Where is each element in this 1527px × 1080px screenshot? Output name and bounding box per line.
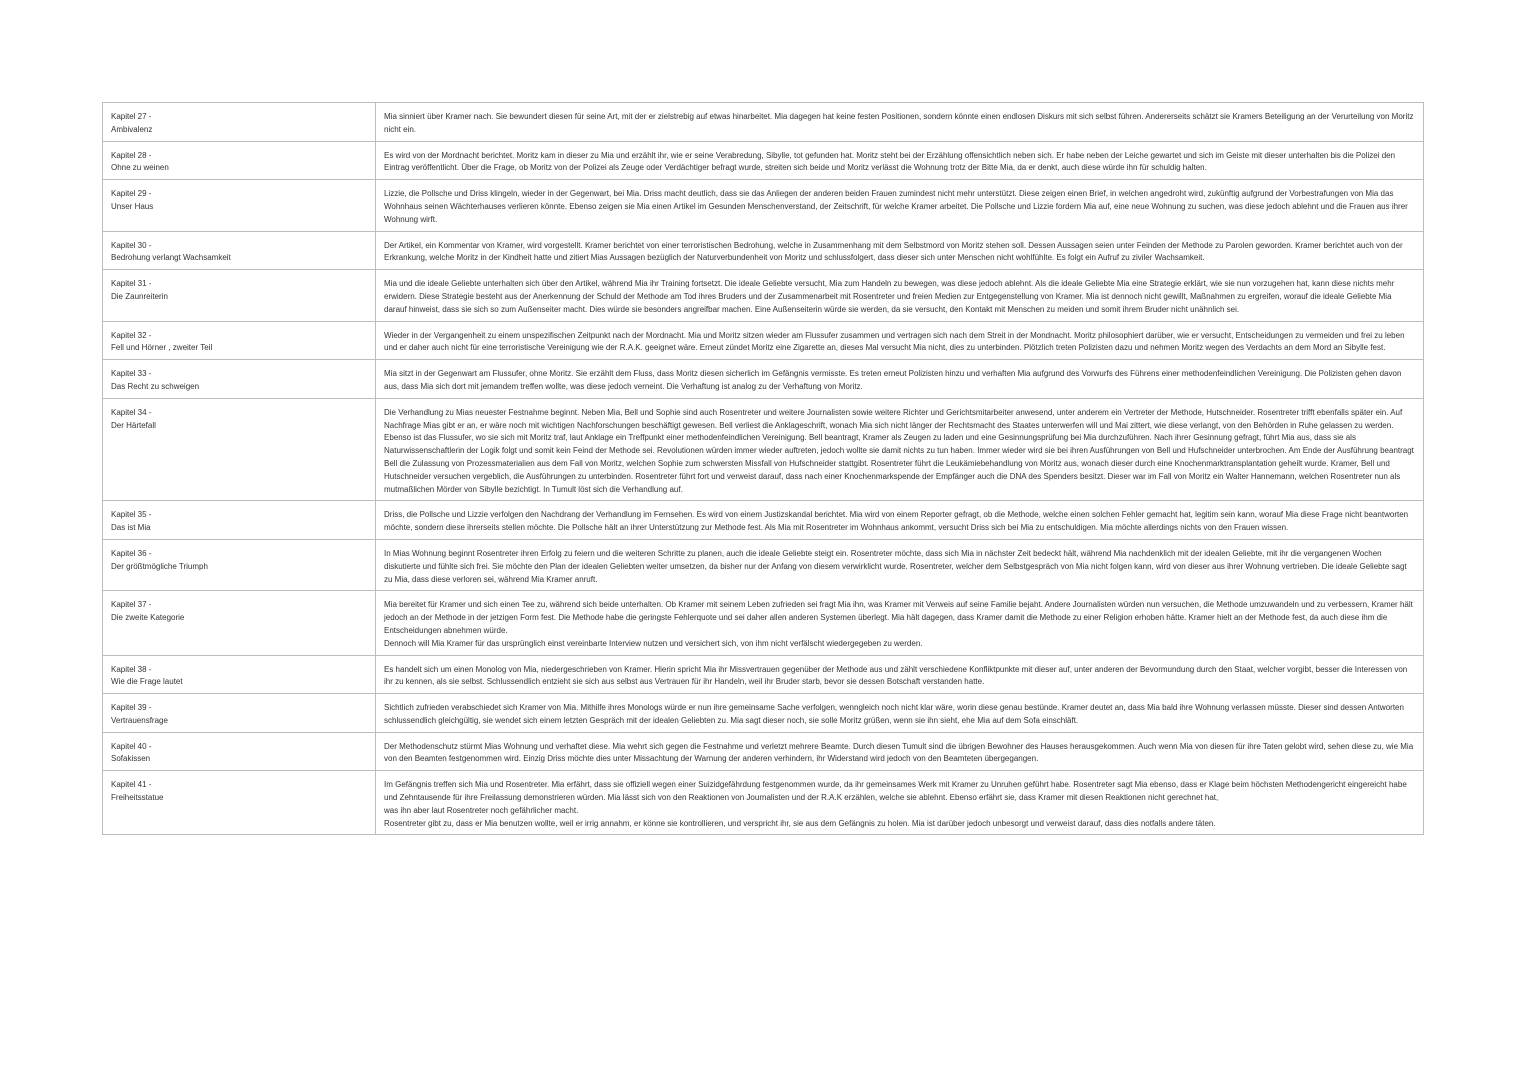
chapter-title-cell: Kapitel 29 - Unser Haus [103,180,376,231]
chapter-summary-cell: Es wird von der Mordnacht berichtet. Moritz kam in dieser zu Mia und erzählt ihr, wie er seine Verabredung, Sibylle, tot gefunden hat. Moritz steht bei der Erzählung offensichtlich neben sich. Er habe neben der Leiche gewartet und sich im Geiste mit dieser unterhalten bis die Polizei den Eintrag veröffentlicht. Über die Frage, ob Moritz von der Polizei als Zeuge oder Verdächtiger befragt wurde, streiten sich beide und Moritz verlässt die Wohnung trotz der Bitte Mia, da er denkt, auch diese würde ihn für schuldig halten. [376,141,1424,180]
chapter-summary-cell: Die Verhandlung zu Mias neuester Festnahme beginnt. Neben Mia, Bell und Sophie sind auch Rosentreter und weitere Journalisten sowie weitere Richter und Gerichtsmitarbeiter anwesend, unter anderem ein Vertreter der Methode, Hutschneider. Rosentreter trifft ebenfalls später ein. Auf Nachfrage Mias gibt er an, er wäre noch mit wichtigen Nachforschungen beschäftigt gewesen. Bell verliest die Anklageschrift, wonach Mia sich nicht länger der Rechtsmacht des Staates unterwerfen will und Mai zittert, wie diese verlangt, von den Behörden in Ruhe gelassen zu werden. Ebenso ist das Flussufer, wo sie sich mit Moritz traf, laut Anklage ein Treffpunkt einer methodenfeindlichen Vereinigung. Bell beantragt, Kramer als Zeugen zu laden und eine Gesinnungsprüfung bei Mia durchzuführen. Nach ihrer Gesinnung gefragt, führt Mia aus, dass sie als Naturwissenschaftlerin der Logik folgt und somit kein Feind der Methode sei. Revolutionen würden immer wieder auftreten, jedoch wollte sie damit nichts zu tun haben. Immer wieder wird sie bei ihren Ausführungen von Bell und Hufschneider unterbrochen. Am Ende der Ausführung beantragt Bell die Zulassung von Prozessmaterialien aus dem Fall von Moritz, welchen Sophie zum schwersten Missfall von Hufschneider stattgibt. Rosentreter führt die Leukämiebehandlung von Moritz aus, wonach dieser durch eine Knochenmarktransplantation geheilt wurde. Kramer, Bell und Hutschneider versuchen vergeblich, die Ausführungen zu unterbinden. Rosentreter führt fort und verweist darauf, dass nach einer Knochenmarkspende der Empfänger auch die DNA des Spenders besitzt. Dieser war im Fall von Moritz ein Walter Hannemann, welchen Rosentreter nun als mutmaßlichen Mörder von Sibylle bezichtigt. In Tumult löst sich die Verhandlung auf. [376,398,1424,501]
table-row [103,103,1424,142]
table-row [103,591,1424,655]
chapter-title-cell: Kapitel 40 - Sofakissen [103,732,376,771]
table-row [103,694,1424,733]
chapter-title-cell: Kapitel 31 - Die Zaunreiterin [103,270,376,321]
table-row [103,360,1424,399]
chapter-summary-cell: Driss, die Pollsche und Lizzie verfolgen den Nachdrang der Verhandlung im Fernsehen. Es wird von einem Justizskandal berichtet. Mia wird von einem Reporter gefragt, ob die Methode, welche einen solchen Fehler gemacht hat, legitim sein kann, worauf Mia diese Frage nicht beantworten möchte, sondern diese ihrerseits stellen möchte. Die Pollsche hält an ihrer Unterstützung zur Methode fest. Als Mia mit Rosentreter im Wohnhaus ankommt, versucht Driss sich bei Mia zu entschuldigen. Mia möchte allerdings nichts von den Frauen wissen. [376,501,1424,540]
chapter-title-cell: Kapitel 37 - Die zweite Kategorie [103,591,376,655]
chapter-title-cell: Kapitel 27 - Ambivalenz [103,103,376,142]
chapter-title-cell: Kapitel 32 - Fell und Hörner , zweiter Teil [103,321,376,360]
chapter-summary-table [102,102,1424,835]
table-row [103,501,1424,540]
chapter-summary-cell: Der Methodenschutz stürmt Mias Wohnung und verhaftet diese. Mia wehrt sich gegen die Festnahme und verletzt mehrere Beamte. Durch diesen Tumult sind die übrigen Bewohner des Hauses herausgekommen. Auch wenn Mia von diesen für ihre Taten gelobt wird, sehen diese zu, wie Mia von den Beamten festgenommen wird. Einzig Driss möchte dies unter Missachtung der Warnung der anderen verhindern, ihr Widerstand wird jedoch von den Beamteten übergegangen. [376,732,1424,771]
chapter-summary-cell: Im Gefängnis treffen sich Mia und Rosentreter. Mia erfährt, dass sie offiziell wegen einer Suizidgefährdung festgenommen wurde, da ihr gemeinsames Werk mit Kramer zu Unruhen geführt habe. Rosentreter sagt Mia ebenso, dass er Klage beim höchsten Methodengericht eingereicht habe und Zehntausende für ihre Freilassung demonstrieren würden. Mia lässt sich von den Reaktionen von Journalisten und der R.A.K erzählen, welche sie ablehnt. Ebenso erfährt sie, dass Kramer mit diesen Reaktionen nicht gerechnet hat, was ihn aber laut Rosentreter noch gefährlicher macht. Rosentreter gibt zu, dass er Mia benutzen wollte, weil er irrig annahm, er könne sie kontrollieren, und verspricht ihr, sie aus dem Gefängnis zu holen. Mia ist darüber jedoch unbesorgt und verweist darauf, dass dies notfalls andere täten. [376,771,1424,835]
chapter-summary-cell: Es handelt sich um einen Monolog von Mia, niedergeschrieben von Kramer. Hierin spricht Mia ihr Missvertrauen gegenüber der Methode aus und zählt verschiedene Konfliktpunkte mit dieser auf, unter anderen der Bevormundung durch den Staat, welcher vorgibt, besser die Interessen von ihr zu kennen, als sie selbst. Schlussendlich entzieht sie sich aus selbst aus Vertrauen für ihr Handeln, weil ihr Bruder starb, bevor sie dessen Botschaft verstanden hatte. [376,655,1424,694]
chapter-title-cell: Kapitel 34 - Der Härtefall [103,398,376,501]
table-row [103,321,1424,360]
chapter-summary-cell: In Mias Wohnung beginnt Rosentreter ihren Erfolg zu feiern und die weiteren Schritte zu planen, auch die ideale Geliebte steigt ein. Rosentreter möchte, dass sich Mia in nächster Zeit bedeckt hält, während Mia nachdenklich mit der idealen Geliebte, mit ihr die vergangenen Wochen diskutierte und fühlte sich frei. Sie möchte den Plan der idealen Geliebten weiter umsetzen, da bisher nur der Anfang von diesem verwirklicht wurde. Rosentreter, welcher dem Selbstgespräch von Mia nicht folgen kann, wird von dieser aus ihrer Wohnung vertrieben. Die ideale Geliebte sagt zu Mia, dass diese verloren sei, während Mia Kramer anruft. [376,539,1424,590]
table-body [103,103,1424,835]
chapter-title-cell: Kapitel 38 - Wie die Frage lautet [103,655,376,694]
table-row [103,732,1424,771]
table-row [103,270,1424,321]
chapter-title-cell: Kapitel 28 - Ohne zu weinen [103,141,376,180]
table-row [103,180,1424,231]
chapter-summary-cell: Mia und die ideale Geliebte unterhalten sich über den Artikel, während Mia ihr Training fortsetzt. Die ideale Geliebte versucht, Mia zum Handeln zu bewegen, was diese jedoch ablehnt. Als die ideale Geliebte Mia eine Strategie erklärt, wie sie nun vorzugehen hat, kann diese nichts mehr erwidern. Diese Strategie besteht aus der Anerkennung der Schuld der Methode am Tod ihres Bruders und der Zusammenarbeit mit Rosentreter und freien Medien zur Entgegenstellung von Kramer. Mia ist dennoch nicht gewillt, Maßnahmen zu ergreifen, worauf die ideale Geliebte Mia darauf hinweist, dass sie sich so zum Außenseiter macht. Dies würde sie besonders angreifbar machen. Eine Außenseiterin würde sie werden, da sie versucht, den Kontakt mit Menschen zu meiden und somit ihrem Bruder nicht unähnlich sei. [376,270,1424,321]
table-row [103,655,1424,694]
table-row [103,539,1424,590]
chapter-summary-cell: Mia sitzt in der Gegenwart am Flussufer, ohne Moritz. Sie erzählt dem Fluss, dass Moritz diesen sicherlich im Gefängnis vermisste. Es treten erneut Polizisten hinzu und verhaften Mia aufgrund des Vorwurfs des Führens einer methodenfeindlichen Vereinigung. Die Polizisten gehen davon aus, dass Mia sich dort mit jemandem treffen wollte, was diese jedoch verneint. Die Verhaftung ist analog zu der Verhaftung von Moritz. [376,360,1424,399]
chapter-title-cell: Kapitel 35 - Das ist Mia [103,501,376,540]
chapter-summary-cell: Lizzie, die Pollsche und Driss klingeln, wieder in der Gegenwart, bei Mia. Driss macht deutlich, dass sie das Anliegen der anderen beiden Frauen zumindest nicht mehr unterstützt. Diese zeigen einen Brief, in welchen angedroht wird, zukünftig aufgrund der Vorbestrafungen von Mia das Wohnhaus seinen Wächterhauses verlieren könnte. Ebenso zeigen sie Mia einen Artikel im Gesunden Menschenverstand, der Zeitschrift, für welche Kramer arbeitet. Die Pollsche und Lizzie fordern Mia auf, eine neue Wohnung zu suchen, was diese jedoch ablehnt und die Frauen aus ihrer Wohnung wirft. [376,180,1424,231]
table-row [103,141,1424,180]
chapter-summary-cell: Mia bereitet für Kramer und sich einen Tee zu, während sich beide unterhalten. Ob Kramer mit seinem Leben zufrieden sei fragt Mia ihn, was Kramer mit Verweis auf seine Familie bejaht. Andere Journalisten würden nun versuchen, die Methode umzuwandeln und zu verbessern, Kramer hält jedoch an der Methode in der jetzigen Form fest. Die Methode habe die geringste Fehlerquote und sei daher allen anderen Systemen überlegt. Mia hält dagegen, dass Kramer damit die Methode zu einer Religion erhoben hätte. Kramer hielt an der Methode fest, da auch diese ihm die Entscheidungen abnehmen würde. Dennoch will Mia Kramer für das ursprünglich einst vereinbarte Interview nutzen und versichert sich, von ihm nicht verfälscht wiedergegeben zu werden. [376,591,1424,655]
table-row [103,771,1424,835]
chapter-title-cell: Kapitel 36 - Der größtmögliche Triumph [103,539,376,590]
chapter-title-cell: Kapitel 33 - Das Recht zu schweigen [103,360,376,399]
table-row [103,398,1424,501]
chapter-summary-cell: Mia sinniert über Kramer nach. Sie bewundert diesen für seine Art, mit der er zielstrebig auf etwas hinarbeitet. Mia dagegen hat keine festen Positionen, sondern könnte einen endlosen Diskurs mit sich selbst führen. Andererseits schätzt sie Kramers Beteiligung an der Verurteilung von Moritz nicht ein. [376,103,1424,142]
chapter-title-cell: Kapitel 39 - Vertrauensfrage [103,694,376,733]
chapter-summary-cell: Wieder in der Vergangenheit zu einem unspezifischen Zeitpunkt nach der Mordnacht. Mia und Moritz sitzen wieder am Flussufer zusammen und vertragen sich nach dem Streit in der Mondnacht. Moritz philosophiert darüber, wie er versucht, Entscheidungen zu vermeiden und frei zu leben und er daher auch nicht für eine terroristische Vereinigung wie der R.A.K. geeignet wäre. Erneut zündet Moritz eine Zigarette an, dieses Mal versucht Mia nicht, dies zu unterbinden. Plötzlich treten Polizisten dazu und nehmen Moritz wegen des Verdachts an dem Mord an Sibylle fest. [376,321,1424,360]
chapter-title-cell: Kapitel 41 - Freiheitsstatue [103,771,376,835]
chapter-title-cell: Kapitel 30 - Bedrohung verlangt Wachsamkeit [103,231,376,270]
table-row [103,231,1424,270]
chapter-summary-cell: Der Artikel, ein Kommentar von Kramer, wird vorgestellt. Kramer berichtet von einer terroristischen Bedrohung, welche in Zusammenhang mit dem Selbstmord von Moritz stehen soll. Dessen Aussagen seien unter Feinden der Methode zu Parolen geworden. Kramer berichtet auch von der Erkrankung, welche Moritz in der Kindheit hatte und zitiert Mias Aussagen bezüglich der Naturverbundenheit von Moritz und schlussfolgert, dass dieser sich unter Menschen nicht wohlfühlte. Es folgt ein Aufruf zu ziviler Wachsamkeit. [376,231,1424,270]
chapter-summary-cell: Sichtlich zufrieden verabschiedet sich Kramer von Mia. Mithilfe ihres Monologs würde er nun ihre gemeinsame Sache verfolgen, wenngleich noch nicht klar wäre, worin diese genau bestünde. Kramer deutet an, dass Mia bald ihre Wohnung verlassen müsste. Dieser sind dessen Antworten schlussendlich gleichgültig, sie wendet sich einem letzten Gespräch mit der idealen Geliebten zu. Mia sagt dieser noch, sie solle Moritz grüßen, wenn sie ihn sieht, ehe Mia auf dem Sofa einschläft. [376,694,1424,733]
